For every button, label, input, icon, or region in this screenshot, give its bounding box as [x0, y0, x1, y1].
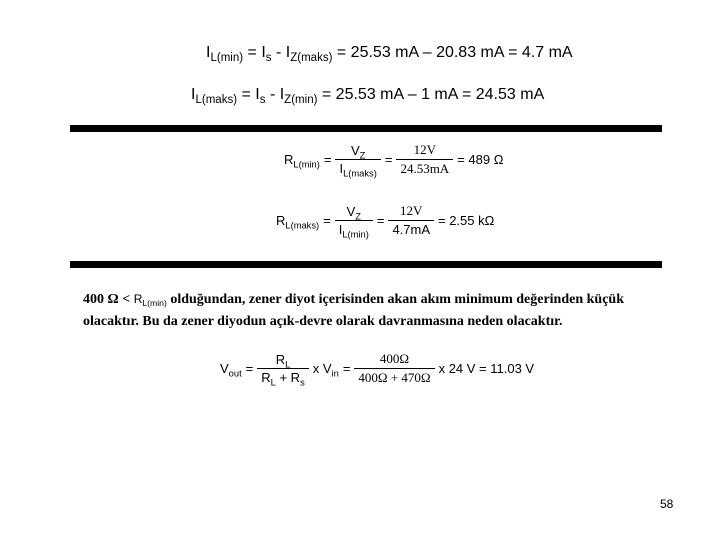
f1-eq: = — [323, 152, 332, 167]
eq1-rhs: = 25.53 mA – 20.83 mA = 4.7 mA — [332, 44, 573, 61]
para-text: olduğundan, zener diyot içerisinden akan akım minimum değerinden küçük olacaktır. Bu da zener diyodun açık-devre olarak davranmasına neden olacaktır. — [83, 292, 624, 329]
f3-eq2: = — [342, 361, 351, 376]
f1-fraction-values — [396, 142, 453, 177]
f3-lhs: $V_{out}$ — [220, 361, 242, 379]
eq2-eq-is: = I — [237, 86, 260, 103]
f3-denominator-value: 400Ω + 470Ω — [358, 370, 431, 385]
eq1-minus-i: - I — [271, 44, 291, 61]
f3-numerator-value: 400Ω — [354, 351, 434, 369]
f1-numerator: $V_Z$ — [335, 143, 380, 160]
f1-fraction — [335, 143, 380, 179]
f1-numerator-value: 12V — [396, 142, 453, 160]
f2-denominator-value: 4.7mA — [392, 222, 431, 237]
eq2-minus-i: - I — [265, 86, 285, 103]
f3-fraction-values — [354, 351, 434, 386]
eq2-z-sub: Z(min) — [284, 94, 318, 107]
bottom-divider — [70, 261, 662, 268]
para-rl-min: $R_{L(min)}$ — [133, 292, 167, 309]
eq1-lhs-sub: L(min) — [210, 52, 244, 65]
f1-eq2: = — [384, 152, 393, 167]
explanation-paragraph — [83, 288, 673, 333]
f2-lhs: $R_{L(maks)}$ — [276, 212, 320, 230]
page-number: 58 — [660, 497, 674, 511]
eq1-z-sub: Z(maks) — [290, 52, 333, 65]
f3-fraction — [257, 352, 308, 388]
f2-numerator-value: 12V — [388, 203, 434, 221]
equation-il-maks — [191, 86, 545, 107]
formula-rl-min — [284, 142, 507, 177]
f1-denominator-value: 24.53mA — [400, 161, 450, 176]
formula-rl-maks — [276, 203, 498, 237]
f3-result: x 24 V = 11.03 V — [438, 361, 535, 376]
eq2-rhs: = 25.53 mA – 1 mA = 24.53 mA — [317, 86, 545, 103]
equation-il-min — [206, 44, 573, 65]
f3-denominator: $R_L + R_s$ — [261, 370, 305, 388]
f3-times-vin: x $V_{in}$ — [312, 361, 339, 379]
eq1-eq-is: = I — [243, 44, 266, 61]
para-prefix: 400 Ω < — [83, 292, 134, 307]
formula-vout — [220, 351, 538, 386]
f3-eq: = — [245, 361, 254, 376]
f2-denominator: $I_{L(min)}$ — [338, 221, 369, 239]
eq2-lhs-sub: L(maks) — [195, 94, 238, 107]
f2-numerator: $V_Z$ — [335, 204, 373, 221]
f2-eq: = — [323, 212, 331, 228]
f1-result: = 489 Ω — [457, 152, 504, 167]
f2-eq2: = — [376, 212, 385, 228]
f2-fraction-values — [388, 203, 434, 237]
eq2-lhs: I — [191, 86, 196, 103]
f1-denominator: $I_{L(maks)}$ — [339, 161, 377, 179]
f1-lhs: $R_{L(min)}$ — [284, 152, 320, 170]
eq2-s-sub: s — [259, 94, 266, 107]
f2-result: = 2.55 kΩ — [438, 212, 495, 228]
f3-numerator: $R_L$ — [257, 352, 308, 369]
top-divider — [70, 125, 662, 132]
f2-fraction — [335, 204, 373, 237]
eq1-lhs: I — [206, 44, 211, 61]
eq1-s-sub: s — [265, 52, 272, 65]
